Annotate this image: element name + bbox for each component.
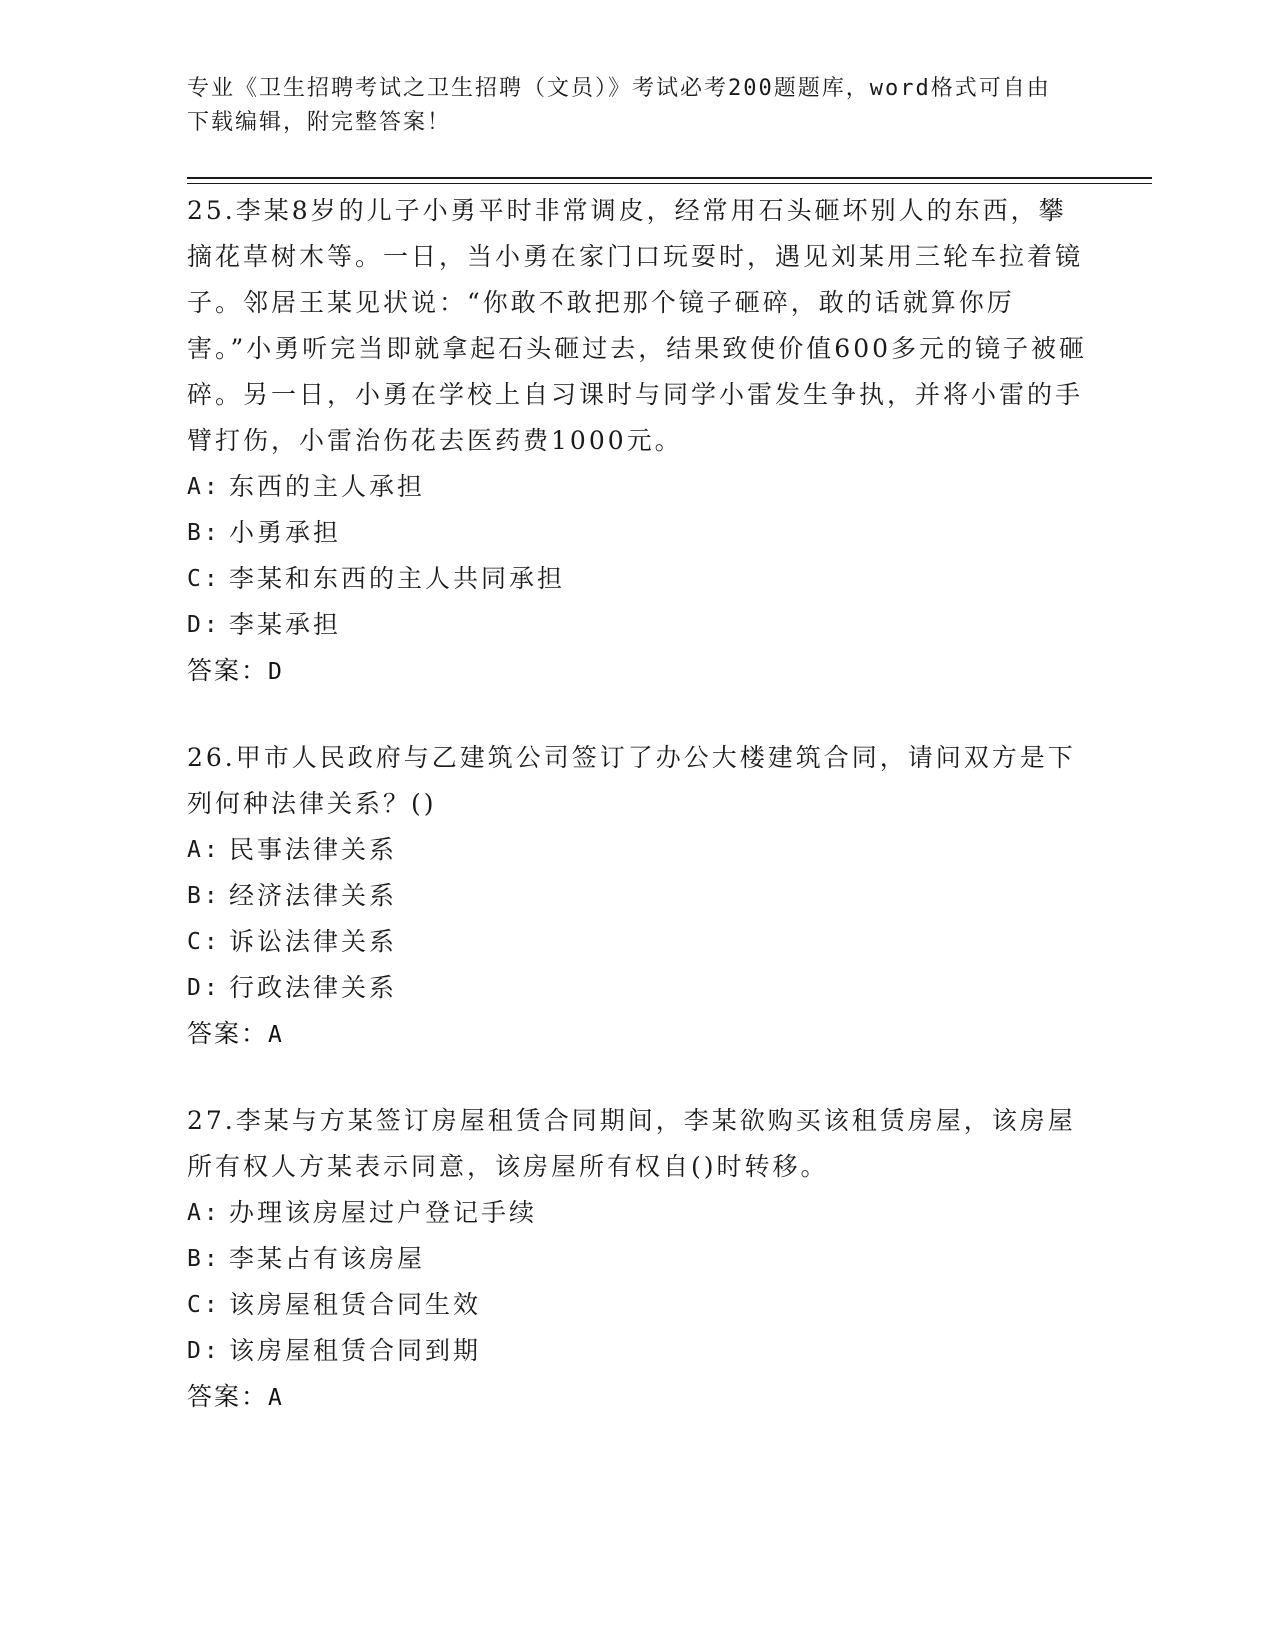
option-c <box>187 556 1087 602</box>
question-stem: 25.李某8岁的儿子小勇平时非常调皮，经常用石头砸坏别人的东西，攀摘花草树木等。一日，当小勇在家门口玩耍时，遇见刘某用三轮车拉着镜子。邻居王某见状说：“你敢不敢把那个镜子砸碎，敢的话就算你厉害。”小勇听完当即就拿起石头砸过去，结果致使价值600多元的镜子被砸碎。另一日，小勇在学校上自习课时与同学小雷发生争执，并将小雷的手臂打伤，小雷治伤花去医药费1000元。 <box>187 196 1088 455</box>
option-text: 李某承担 <box>229 610 342 639</box>
option-key: B: <box>187 1246 221 1272</box>
question-stem: 27.李某与方某签订房屋租赁合同期间，李某欲购买该租赁房屋，该房屋所有权人方某表示同意，该房屋所有权自()时转移。 <box>187 1106 1076 1181</box>
option-text: 该房屋租赁合同到期 <box>229 1336 482 1365</box>
option-text: 李某占有该房屋 <box>229 1244 426 1273</box>
option-key: B: <box>187 520 221 546</box>
option-key: A: <box>187 837 221 863</box>
question-25 <box>187 188 1087 695</box>
header-rule-thin <box>187 183 1152 184</box>
answer-value: D <box>268 659 284 685</box>
answer-label: 答案： <box>187 1382 269 1411</box>
option-c <box>187 919 1087 965</box>
option-a <box>187 827 1087 873</box>
question-list <box>187 188 1087 1461</box>
question-stem: 26.甲市人民政府与乙建筑公司签订了办公大楼建筑合同，请问双方是下列何种法律关系？() <box>187 743 1076 818</box>
question-27 <box>187 1098 1087 1421</box>
answer-line <box>187 1374 1087 1421</box>
option-d <box>187 1328 1087 1374</box>
question-26 <box>187 735 1087 1058</box>
option-b <box>187 510 1087 556</box>
option-text: 东西的主人承担 <box>229 472 426 501</box>
answer-value: A <box>268 1385 284 1411</box>
option-text: 民事法律关系 <box>229 835 398 864</box>
option-key: A: <box>187 474 221 500</box>
option-d <box>187 602 1087 648</box>
option-text: 诉讼法律关系 <box>229 927 398 956</box>
option-key: C: <box>187 929 221 955</box>
option-key: A: <box>187 1200 221 1226</box>
option-key: B: <box>187 883 221 909</box>
option-key: C: <box>187 566 221 592</box>
option-key: D: <box>187 975 221 1001</box>
header-rule-thick <box>187 177 1152 179</box>
option-b <box>187 1236 1087 1282</box>
option-a <box>187 464 1087 510</box>
option-text: 小勇承担 <box>229 518 342 547</box>
answer-line <box>187 1011 1087 1058</box>
answer-line <box>187 648 1087 695</box>
option-key: C: <box>187 1292 221 1318</box>
option-a <box>187 1190 1087 1236</box>
option-text: 行政法律关系 <box>229 973 398 1002</box>
option-d <box>187 965 1087 1011</box>
answer-label: 答案： <box>187 1019 269 1048</box>
option-text: 李某和东西的主人共同承担 <box>229 564 566 593</box>
page-header: 专业《卫生招聘考试之卫生招聘（文员）》考试必考200题题库，word格式可自由下载编辑，附完整答案！ <box>187 76 1051 135</box>
option-text: 办理该房屋过户登记手续 <box>229 1198 538 1227</box>
option-key: D: <box>187 612 221 638</box>
answer-label: 答案： <box>187 656 269 685</box>
option-text: 经济法律关系 <box>229 881 398 910</box>
option-text: 该房屋租赁合同生效 <box>229 1290 482 1319</box>
option-c <box>187 1282 1087 1328</box>
answer-value: A <box>268 1022 284 1048</box>
option-key: D: <box>187 1338 221 1364</box>
option-b <box>187 873 1087 919</box>
